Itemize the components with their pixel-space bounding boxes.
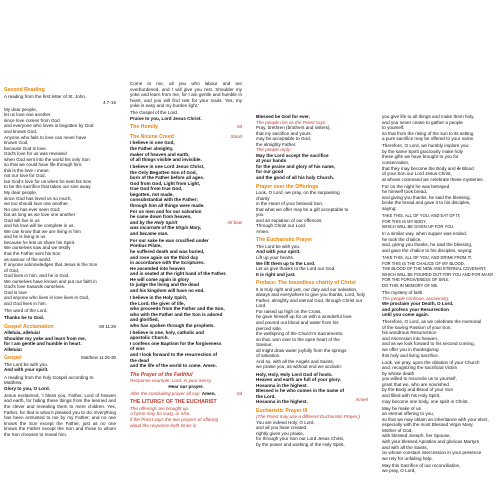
creed-incarnation: and by the Holy Spirit was incarnate of the Virgin Mary, and became man. — [130, 219, 202, 236]
ep3-continued-1: you give life to all things and make them holy, and you never cease to gather a people to yourself, so that from the rising of the sun to its setting a pure sacrifice may be offered to your name. — [382, 114, 475, 142]
ep3-epiclesis: Therefore, O Lord, we humbly implore you: by the same Spirit graciously make holy these gifts we have brought to you for consecration, that they may become the Body and ✠ Blood of your Son our Lord Jesus Christ, at whose command we celebrate these mysteries. — [382, 143, 484, 182]
prayer-faithful-amen: Amen. — [201, 390, 216, 396]
prayer-faithful-after: After the concluding prayer all say: — [130, 390, 201, 396]
memorial-acclamation: We proclaim your Death, O Lord, and profess your Resurrection until you come again. — [382, 301, 454, 318]
preface-text: It is truly right and just, our duty and our salvation, always and everywhere to give you thanks, Lord, holy Father, almighty and eternal God, through Christ our Lord. For raised up high on the Cross, he gave himself up for us with a wonderful love and poured out blood and water from his pierced side, the wellspring of the Church's Sacraments, so that, won over to the open heart of the Saviour, all might draw water joyfully from the springs of salvation. And so, with all the Angels and Saints, we praise you, as without end we acclaim: — [256, 286, 366, 370]
gospel-acclamation-heading — [4, 324, 116, 331]
gospel-acclamation-ref: Mt 11:29 — [99, 323, 116, 329]
ep3-reconciliation: May this Sacrifice of our reconciliation, we pray, O Lord, — [382, 462, 461, 474]
dialogue-versicle-3: Let us give thanks to the Lord our God. — [256, 266, 336, 272]
column-4 — [382, 114, 494, 475]
creed-bow-posture: All bow — [227, 219, 242, 225]
second-reading-intro — [4, 94, 116, 100]
offerings-heading — [256, 184, 368, 191]
dialogue-response-3: It is right and just. — [256, 271, 296, 277]
ep3-institution-chalice: In a similar way, when supper was ended, he took the chalice, and, giving you thanks, he said the blessing, and gave the chalice to his disciples, saying: — [382, 231, 473, 253]
preface-heading — [256, 280, 368, 287]
gospel-versicle: The Lord be with you. — [4, 361, 49, 367]
priest-rubric: The people rise as the Priest says: — [256, 119, 327, 125]
ep3-oblation: Look, we pray, upon the oblation of your Church and, recognizing the sacrificial Victim by whose death you willed to reconcile us to yourself, grant that we, who are nourished by the Body and Blood of your Son and filled with his Holy Spirit, may become one body, one spirit in Christ. — [382, 359, 480, 404]
gospel-continued: Come to me, all you who labour and are overburdened, and I will give you rest. Shoulder my yoke and learn from me, for I am gentle and humble in heart, and you will find rest for your souls. Yes, my yoke is easy and my burden light.' — [130, 81, 242, 109]
ep3-title: Eucharistic Prayer III — [256, 407, 308, 414]
homily-heading — [130, 124, 242, 131]
preface-title: Preface: The boundless charity of Christ — [256, 280, 356, 287]
sanctus-block — [256, 372, 368, 405]
gospel-intro-response: Glory to you, O Lord. — [4, 385, 50, 391]
column-2 — [130, 81, 242, 430]
prayer-faithful-response: Hear our prayer. — [168, 383, 204, 389]
pray-brethren: Pray, brethren (brothers and sisters), that my sacrifice and yours may be acceptable to God, the almighty Father. — [256, 125, 331, 147]
mystery-of-faith: The mystery of faith. — [382, 289, 424, 295]
creed-heading — [130, 134, 242, 141]
gospel-heading — [4, 355, 116, 362]
ep3-anamnesis: Therefore, O Lord, as we celebrate the memorial of the saving Passion of your Son, his wondrous Resurrection and Ascension into heaven, and as we look forward to his second coming, we offer you in thanksgiving this holy and living sacrifice. — [382, 319, 482, 358]
prayer-faithful-closing — [130, 391, 242, 397]
gospel-ref: Matthew 11:25-30 — [81, 355, 116, 361]
ep3-intercession: May he make of us an eternal offering to you, so that we may obtain an inheritance with your elect, especially with the most Blessed Virgin Mary, Mother of God, with blessed Joseph, her Spouse, with your blessed Apostles and glorious Martyrs and with all the Saints, on whose constant intercession in your presence we rely for unfailing help. — [382, 405, 489, 461]
prayer-faithful-heading — [130, 372, 242, 379]
eucharist-title: THE LITURGY OF THE EUCHARIST — [130, 399, 217, 406]
creed-part-5: I believe in one, holy, catholic and apostolic Church. I confess one Baptism for the forgiveness of sins and I look forward to the resurrection of the dead and the life of the world to come. Amen. — [130, 329, 222, 369]
prayer-faithful-title: The Prayer of the Faithful — [130, 371, 193, 378]
second-reading-title: Second Reading — [4, 87, 45, 93]
gospel-intro-versicle: A reading from the holy Gospel according to Matthew. — [4, 374, 94, 386]
dialogue-response-1: And with your spirit. — [256, 249, 301, 255]
consecration-bread: TAKE THIS, ALL OF YOU, AND EAT OF IT, FOR THIS IS MY BODY, WHICH WILL BE GIVEN UP FOR YOU. — [382, 213, 461, 230]
gospel-acclamation-text: Alleluia, alleluia! Shoulder my yoke and learn from me, for I am gentle and humble in heart. Alleluia! — [4, 330, 86, 352]
blessed-response: Blessed be God for ever. — [256, 114, 310, 119]
dialogue-versicle-1: The Lord be with you. — [256, 243, 301, 249]
sanctus-text: Holy, Holy, Holy Lord God of hosts. Heaven and earth are full of your glory. Hosanna in the highest. Blessed is he who comes in the name of the Lord. Hosanna in the highest. — [256, 371, 345, 405]
creed-part-2: I believe in one Lord Jesus Christ, the Only Begotten Son of God, born of the Father before all ages. God from God, Light from Light, true God from true God, begotten, not made, consubstantial with the Father; through him all things were made. For us men and for our salvation he came down from heaven, — [130, 164, 205, 220]
offerings-title: Prayer over the Offerings — [256, 183, 319, 190]
prayer-faithful-posture: Sit — [236, 390, 242, 396]
ep3-institution-bread: For on the night he was betrayed he himself took bread, and giving you thanks, he said the blessing, broke the bread and gave it to his disciples, saying: — [382, 183, 471, 211]
gospel-end: The Gospel of the Lord. — [130, 110, 179, 116]
creed-bow-block — [130, 220, 242, 237]
column-3 — [256, 114, 368, 449]
second-reading-end: The word of the Lord. — [4, 308, 48, 314]
people-reply-text: May the Lord accept the sacrifice at your hands for the praise and glory of his name, for our good and the good of all his holy Church. — [256, 152, 336, 181]
homily-posture: Sit — [236, 124, 242, 130]
ep3-text: You are indeed Holy, O Lord, and all you have created rightly gives you praise, for through your Son our Lord Jesus Christ, by the power and working of the Holy Spirit, — [256, 419, 345, 448]
creed-title: The Nicene Creed — [130, 133, 174, 140]
offerings-text: Look, O Lord, we pray, on the surpassing charity in the Heart of your beloved Son, that what we offer may be a gift acceptable to you and an expiation of our offences. Through Christ our Lord. Amen. — [256, 190, 349, 234]
consecration-chalice: TAKE THIS, ALL OF YOU, AND DRINK FROM IT, FOR THIS IS THE CHALICE OF MY BLOOD, THE BLOOD OF THE NEW AND ETERNAL COVENANT, WHICH WILL BE POURED OUT FOR YOU AND FOR MANY FOR THE FORGIVENESS OF SINS. DO THIS IN MEMORY OF ME. — [382, 255, 494, 288]
homily-title: The Homily — [130, 124, 158, 131]
second-reading-intro-text: A reading from the first letter of St. John, — [4, 93, 87, 99]
dialogue-response-2: We lift them up to the Lord. — [256, 260, 316, 266]
people-reply-rubric: The people reply: — [256, 147, 292, 153]
eucharistic-prayer-title: The Eucharistic Prayer — [256, 237, 313, 244]
creed-part-4: I believe in the Holy Spirit, the Lord, the giver of life, who proceeds from the Father and the Son, who with the Father and the Son is adored and glorified, who has spoken through the prophets. — [130, 294, 225, 328]
gospel-response: And with your spirit. — [4, 367, 49, 373]
creed-posture: Stand — [230, 133, 242, 139]
eucharist-rubric: The offerings are brought up. A hymn may be sung, or else, if the Priest says the two prayers of offering aloud the response both times is: — [130, 405, 219, 428]
second-reading-response: Thanks be to God. — [4, 315, 45, 321]
gospel-text: Jesus exclaimed, 'I bless you, Father, Lord of heaven and earth, for hiding these things from the learned and the clever and revealing them to mere children. Yes, Father, for that is what it pleased you to do. Everything has been entrusted to me by my Father; and no one knows the Son except the Father, just as no one knows the Father except the Son and those to whom the Son chooses to reveal him. — [4, 392, 116, 437]
ep3-heading — [256, 408, 368, 415]
kneel-posture: Kneel — [356, 397, 368, 403]
eucharistic-prayer-heading — [256, 237, 368, 244]
creed-part-1: I believe in one God, the Father almighty, maker of heaven and earth, of all things visible and invisible. — [130, 140, 202, 163]
prayer-faithful-rubric: Response example: Lord, in your mercy. — [130, 378, 213, 384]
second-reading-ref: 4.7-16 — [102, 99, 116, 105]
gospel-acclamation-title: Gospel Acclamation — [4, 323, 54, 330]
second-reading-text: My dear people, let us love one another since love comes from God and everyone who loves is begotten by God and knows God. Anyone who fails to love can never have known God, because God is love. God's love for us was revealed when God sent into the world his only Son so that we could have life through him; this is the love I mean: not our love for God, but God's love for us when he sent his Son to be the sacrifice that takes our sins away. My dear people, since God has loved us so much, we too should love one another. No one has ever seen God; but as long as we love one another God will live in us and his love will be complete in us. We can know that we are living in him and he is living in us because he lets us share his Spirit. We ourselves saw and we testify that the Father sent his Son as saviour of the world. If anyone acknowledges that Jesus is the Son of God, God lives in him, and he in God. We ourselves have known and put our faith in God's love towards ourselves. God is love and anyone who lives in love lives in God, and God lives in him. — [4, 106, 98, 306]
gospel-title: Gospel — [4, 355, 22, 362]
dialogue-versicle-2: Lift up your hearts. — [256, 255, 295, 261]
creed-part-3: For our sake he was crucified under Pontius Pilate, he suffered death and was buried, and rose again on the third day in accordance with the Scriptures. He ascended into heaven and is seated at the right hand of the Father. He will come again in glory to judge the living and the dead and his kingdom will have no end. — [130, 237, 227, 293]
eucharist-heading — [130, 399, 242, 406]
column-1 — [4, 84, 116, 439]
ep3-rubric: (The Priest may use a different Eucharistic Prayer.) — [256, 414, 360, 420]
acclamation-rubric: The people continue, acclaiming: — [382, 295, 450, 301]
gospel-end-response: Praise to you, Lord Jesus Christ. — [130, 115, 202, 121]
